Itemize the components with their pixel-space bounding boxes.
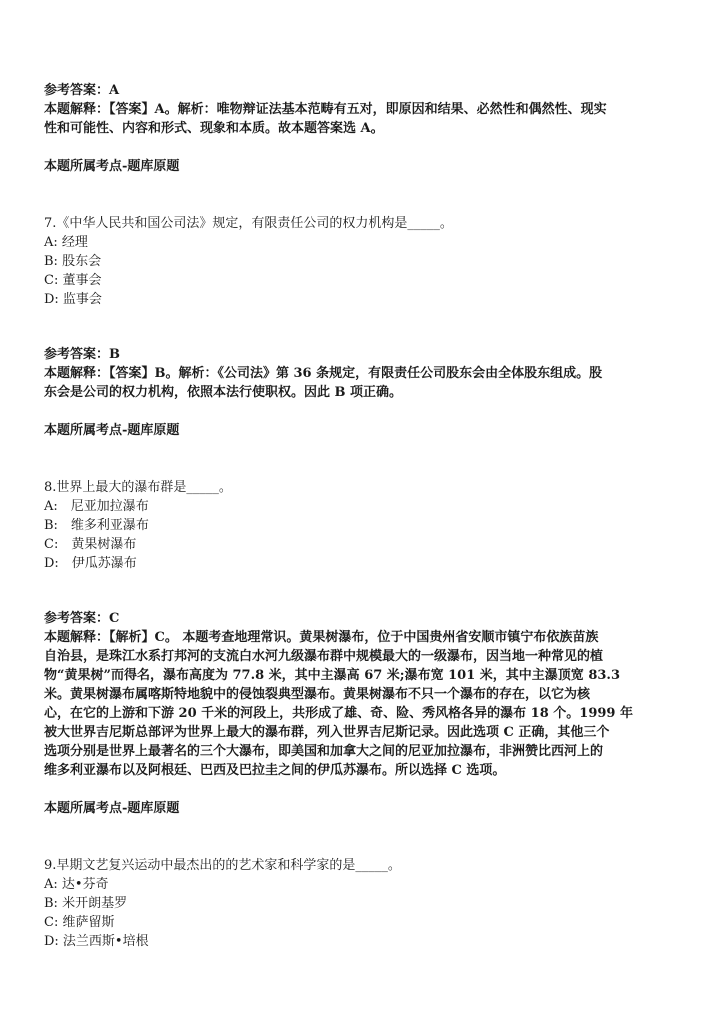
explanation-8-line-8: 维多利亚瀑布以及阿根廷、巴西及巴拉圭之间的伊瓜苏瀑布。所以选择 C 选项。 — [44, 763, 506, 778]
question-8: 8.世界上最大的瀑布群是_____。 — [44, 480, 232, 495]
explanation-6-line-2: 性和可能性、内容和形式、现象和本质。故本题答案选 A。 — [44, 121, 384, 136]
question-9-option-d: D: 法兰西斯•培根 — [44, 934, 149, 949]
question-9-option-c: C: 维萨留斯 — [44, 915, 115, 930]
question-9-option-a: A: 达•芬奇 — [44, 877, 109, 892]
question-9-option-b: B: 米开朗基罗 — [44, 896, 128, 911]
question-7-option-b: B: 股东会 — [44, 254, 102, 269]
explanation-8-line-3: 物“黄果树”而得名，瀑布高度为 77.8 米，其中主瀑高 67 米;瀑布宽 101 米，其中主瀑顶宽 83.3 — [44, 668, 620, 683]
explanation-8-line-2: 自治县，是珠江水系打邦河的支流白水河九级瀑布群中规模最大的一级瀑布，因当地一种常见的植 — [44, 649, 604, 664]
source-6: 本题所属考点-题库原题 — [44, 159, 180, 174]
answer-8: 参考答案：C — [44, 611, 120, 626]
explanation-8-line-5: 心，在它的上游和下游 20 千米的河段上，共形成了雄、奇、险、秀风格各异的瀑布 18 个。1999 年 — [44, 706, 633, 721]
answer-6: 参考答案：A — [44, 83, 120, 98]
question-8-option-c: C: 黄果树瀑布 — [44, 537, 137, 552]
question-8-option-d: D: 伊瓜苏瀑布 — [44, 556, 137, 571]
explanation-7-line-1: 本题解释：【答案】B。解析：《公司法》第 36 条规定，有限责任公司股东会由全体股东组成。股 — [44, 366, 603, 381]
question-9: 9.早期文艺复兴运动中最杰出的的艺术家和科学家的是_____。 — [44, 858, 401, 873]
explanation-8-line-6: 被大世界吉尼斯总部评为世界上最大的瀑布群，列入世界吉尼斯记录。因此选项 C 正确，其他三个 — [44, 725, 610, 740]
explanation-8-line-1: 本题解释：【解析】C。 本题考查地理常识。黄果树瀑布，位于中国贵州省安顺市镇宁布依族苗族 — [44, 630, 599, 645]
explanation-8-line-4: 米。黄果树瀑布属喀斯特地貌中的侵蚀裂典型瀑布。黄果树瀑布不只一个瀑布的存在，以它为核 — [44, 687, 591, 702]
question-8-option-b: B: 维多利亚瀑布 — [44, 518, 149, 533]
question-7-option-d: D: 监事会 — [44, 292, 102, 307]
explanation-8-line-7: 选项分别是世界上最著名的三个大瀑布，即美国和加拿大之间的尼亚加拉瀑布，非洲赞比西河上的 — [44, 744, 604, 759]
question-8-option-a: A: 尼亚加拉瀑布 — [44, 499, 149, 514]
explanation-7-line-2: 东会是公司的权力机构，依照本法行使职权。因此 B 项正确。 — [44, 385, 403, 400]
answer-7: 参考答案：B — [44, 347, 120, 362]
question-7-option-c: C: 董事会 — [44, 273, 102, 288]
question-7: 7.《中华人民共和国公司法》规定，有限责任公司的权力机构是_____。 — [44, 216, 453, 231]
source-7: 本题所属考点-题库原题 — [44, 423, 180, 438]
explanation-6-line-1: 本题解释：【答案】A。解析：唯物辩证法基本范畴有五对，即原因和结果、必然性和偶然性、现实 — [44, 102, 607, 117]
source-8: 本题所属考点-题库原题 — [44, 801, 180, 816]
question-7-option-a: A: 经理 — [44, 235, 88, 250]
